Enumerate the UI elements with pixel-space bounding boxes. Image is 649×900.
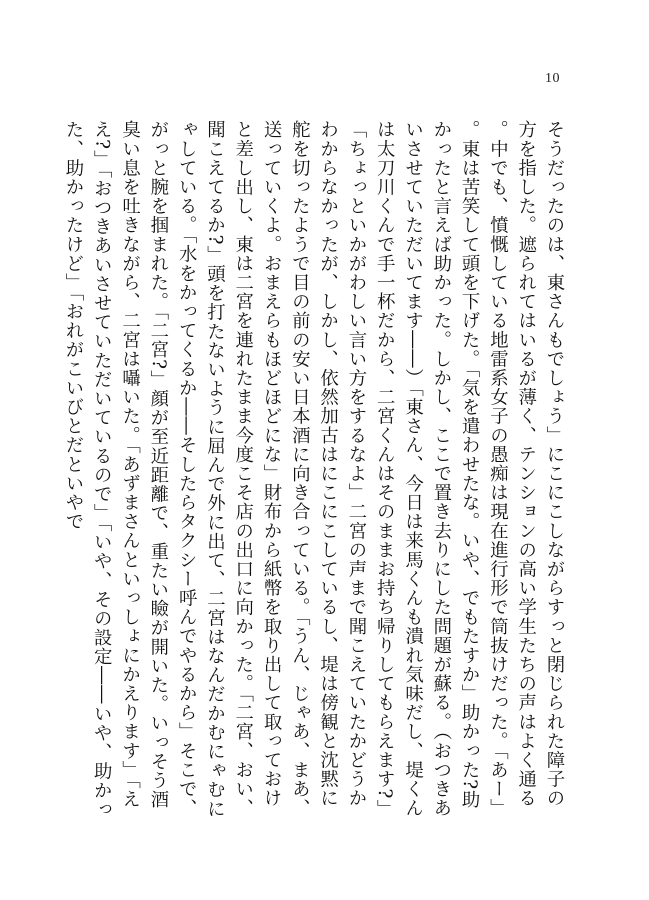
page-number: 10 (545, 71, 560, 86)
paragraph: そうだったのは、東さんもでしょう」にこにこしながらすっと閉じられた障子の方を指した。遮られてはいるが薄く、テンションの高い学生たちの声はよく通る。中でも、憤慨している地雷系女子の愚痴は現在進行形で筒抜けだった。「あー」。東は苦笑して頭を下げた。「気を遣わせたな。いや、でもたすか」助かった?助かったと言えば助かった。しかし、ここで置き去りにした問題が蘇る。（おつきあいさせていただいてます――）「東さん、今日は来馬くんも潰れ気味だし、堤くんは太刀川くんで手一杯だから、二宮くんはそのままお持ち帰りしてもらえます?」「ちょっといかがわしい言い方をするなよ」二宮の声まで聞こえていたかどうかわからなかったが、しかし、依然加古はにこにこしているし、堤は傍観と沈黙に舵を切ったようで目の前の安い日本酒に向き合っている。「うん、じゃあ、まあ、送っていくよ。おまえらもほどほどにな」財布から紙幣を取り出して取っておけと差し出し、東は二宮を連れたまま今度こそ店の出口に向かった。「二宮、おい、聞こえてるか?」頭を打たないように屈んで外に出て、二宮はなんだかむにゃむにゃしている。「水をかってくるか――そしたらタクシー呼んでやるから」そこで、がっと腕を掴まれた。「二宮?」顔が至近距離で、重たい瞼が開いた。いっそう酒臭い息を吐きながら、二宮は囁いた。「あずまさんといっしょにかえります」「ええ?」「おつきあいさせていただいているので」「いや、その設定――いや、助かった、助かったけど」「おれがこいびとだといやで (62, 120, 565, 819)
body-text (62, 120, 568, 826)
